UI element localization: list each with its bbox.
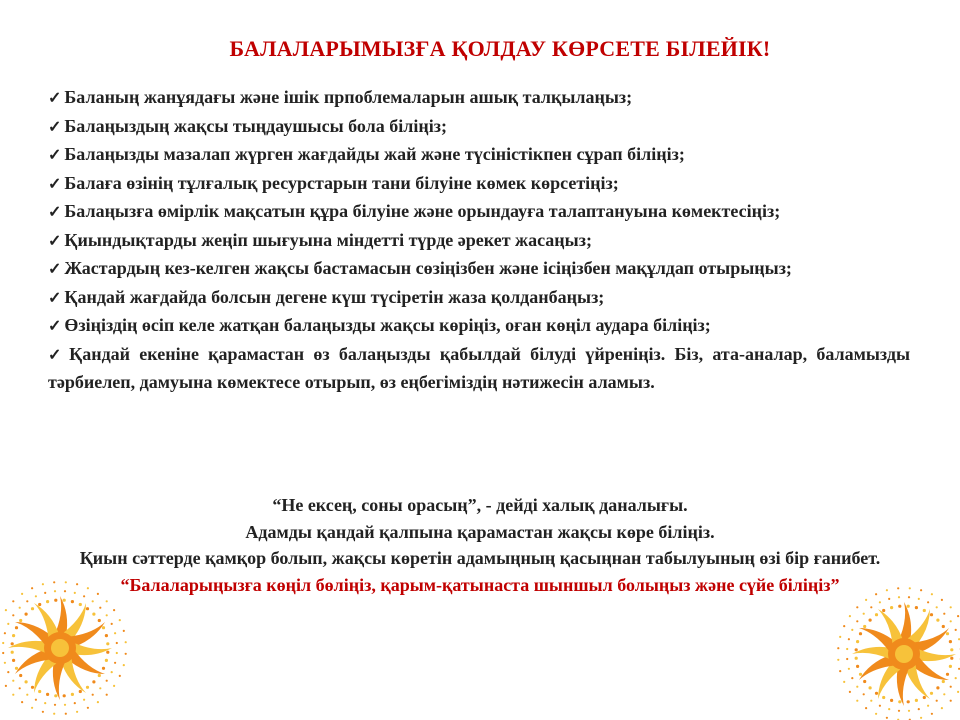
list-item: ✓ Жастардың кез-келген жақсы бастамасын сөзіңізбен және ісіңізбен мақұлдап отырыңыз; bbox=[48, 258, 792, 278]
sun-icon bbox=[820, 572, 960, 720]
sun-icon bbox=[2, 568, 142, 718]
list-item: ✓ Қандай екеніне қарамастан өз балаңызды қабылдай білуді үйреніңіз. Біз, ата-аналар, баламызды тәрбиелеп, дамуына көмектесе отырып, өз еңбегіміздің нәтижесін аламыз. bbox=[48, 343, 910, 392]
list-item: ✓ Қандай жағдайда болсын дегене күш түсіретін жаза қолданбаңыз; bbox=[48, 286, 605, 307]
list-item: ✓ Балаңыздың жақсы тыңдаушысы бола біліңіз; bbox=[48, 115, 447, 136]
quote-line: “Не ексең, соны орасың”, - дейді халық даналығы. bbox=[272, 495, 688, 515]
check-icon: ✓ bbox=[48, 90, 62, 107]
check-icon: ✓ bbox=[48, 318, 62, 335]
list-item: ✓ Баланың жанұядағы және ішік прпоблемаларын ашық талқылаңыз; bbox=[48, 87, 633, 107]
check-icon: ✓ bbox=[48, 147, 62, 164]
check-icon: ✓ bbox=[48, 118, 62, 136]
check-icon: ✓ bbox=[48, 261, 62, 278]
list-item: ✓ Балаңызды мазалап жүрген жағдайды жай және түсіністікпен сұрап біліңіз; bbox=[48, 144, 685, 164]
quote-line: Қиын сәттерде қамқор болып, жақсы көретін адамыңның қасыңнан табылуының өзі бір ғанибет. bbox=[79, 548, 881, 568]
advice-list bbox=[48, 84, 910, 396]
check-icon: ✓ bbox=[48, 289, 62, 307]
closing-quote bbox=[40, 492, 920, 598]
list-item: ✓ Балаға өзінің тұлғалық ресурстарын тани білуіне көмек көрсетіңіз; bbox=[48, 172, 619, 193]
list-item: ✓ Қиындықтарды жеңіп шығуына міндетті түрде әрекет жасаңыз; bbox=[48, 229, 592, 250]
list-item: ✓ Өзіңіздің өсіп келе жатқан балаңызды жақсы көріңіз, оған көңіл аудара біліңіз; bbox=[48, 315, 711, 335]
slide-title: БАЛАЛАРЫМЫЗҒА ҚОЛДАУ КӨРСЕТЕ БІЛЕЙІК! bbox=[229, 36, 771, 61]
check-icon: ✓ bbox=[48, 175, 62, 193]
check-icon: ✓ bbox=[48, 346, 67, 364]
check-icon: ✓ bbox=[48, 232, 62, 250]
list-item: ✓ Балаңызға өмірлік мақсатын құра білуіне және орындауға талаптануына көмектесіңіз; bbox=[48, 201, 781, 221]
quote-line: Адамды қандай қалпына қарамастан жақсы көре біліңіз. bbox=[245, 521, 715, 542]
quote-line-highlight: “Балаларыңызға көңіл бөліңіз, қарым-қатынаста шыншыл болыңыз және сүйе біліңіз” bbox=[120, 574, 840, 595]
check-icon: ✓ bbox=[48, 204, 62, 221]
